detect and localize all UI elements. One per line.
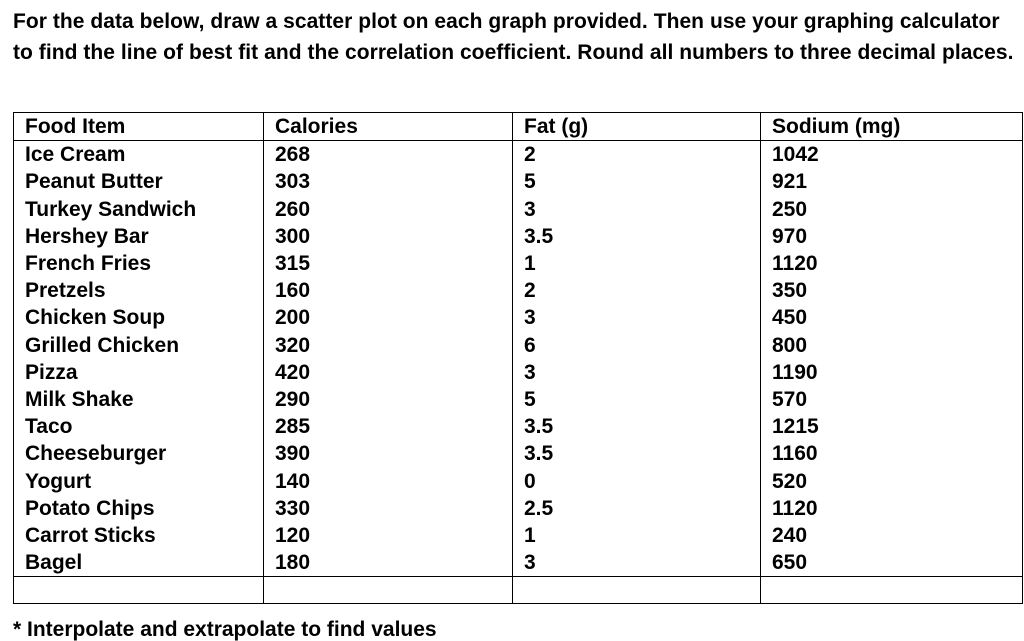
fat-cell: 3.5 xyxy=(513,440,761,467)
fat-cell: 3 xyxy=(513,304,761,331)
food-item-cell: Carrot Sticks xyxy=(14,522,264,549)
instructions-text: For the data below, draw a scatter plot on each graph provided. Then use your graphing calculator to find the line of best fit and the correlation coefficient. Round all numbers to three decimal places. xyxy=(13,10,1014,64)
column-header-food-item: Food Item xyxy=(14,113,264,141)
food-item-cell: Cheeseburger xyxy=(14,440,264,467)
food-item-cell: Taco xyxy=(14,413,264,440)
calories-cell: 140 xyxy=(264,467,513,494)
sodium-cell: 1190 xyxy=(761,359,1023,386)
calories-cell: 290 xyxy=(264,386,513,413)
table-row xyxy=(14,332,1023,359)
calories-cell: 300 xyxy=(264,223,513,250)
fat-cell: 3.5 xyxy=(513,413,761,440)
fat-cell: 5 xyxy=(513,386,761,413)
calories-cell: 285 xyxy=(264,413,513,440)
sodium-cell: 1042 xyxy=(761,141,1023,169)
fat-cell: 3.5 xyxy=(513,223,761,250)
sodium-cell: 1160 xyxy=(761,440,1023,467)
sodium-cell: 450 xyxy=(761,304,1023,331)
table-row xyxy=(14,223,1023,250)
food-item-cell: French Fries xyxy=(14,250,264,277)
fat-cell: 6 xyxy=(513,332,761,359)
table-body xyxy=(14,141,1023,604)
table-row xyxy=(14,495,1023,522)
sodium-cell: 650 xyxy=(761,549,1023,577)
food-item-cell: Pretzels xyxy=(14,277,264,304)
fat-cell: 0 xyxy=(513,467,761,494)
food-item-cell: Chicken Soup xyxy=(14,304,264,331)
food-item-cell: Yogurt xyxy=(14,467,264,494)
empty-cell xyxy=(513,577,761,604)
table-row xyxy=(14,440,1023,467)
table-row xyxy=(14,196,1023,223)
calories-cell: 303 xyxy=(264,168,513,195)
calories-cell: 180 xyxy=(264,549,513,577)
calories-cell: 390 xyxy=(264,440,513,467)
calories-cell: 268 xyxy=(264,141,513,169)
fat-cell: 3 xyxy=(513,196,761,223)
sodium-cell: 250 xyxy=(761,196,1023,223)
food-item-cell: Potato Chips xyxy=(14,495,264,522)
fat-cell: 2 xyxy=(513,141,761,169)
calories-cell: 330 xyxy=(264,495,513,522)
table-row xyxy=(14,467,1023,494)
table-row xyxy=(14,304,1023,331)
calories-cell: 120 xyxy=(264,522,513,549)
fat-cell: 1 xyxy=(513,522,761,549)
table-row xyxy=(14,522,1023,549)
food-item-cell: Grilled Chicken xyxy=(14,332,264,359)
sodium-cell: 1120 xyxy=(761,495,1023,522)
food-item-cell: Ice Cream xyxy=(14,141,264,169)
fat-cell: 3 xyxy=(513,359,761,386)
table-row xyxy=(14,386,1023,413)
sodium-cell: 570 xyxy=(761,386,1023,413)
footnote-cut-off xyxy=(13,618,813,641)
calories-cell: 315 xyxy=(264,250,513,277)
table-header-row xyxy=(14,113,1023,141)
table-row xyxy=(14,168,1023,195)
food-item-cell: Pizza xyxy=(14,359,264,386)
calories-cell: 420 xyxy=(264,359,513,386)
fat-cell: 5 xyxy=(513,168,761,195)
nutrition-table xyxy=(13,112,1023,604)
calories-cell: 160 xyxy=(264,277,513,304)
empty-cell xyxy=(14,577,264,604)
sodium-cell: 970 xyxy=(761,223,1023,250)
food-item-cell: Peanut Butter xyxy=(14,168,264,195)
column-header-calories: Calories xyxy=(264,113,513,141)
sodium-cell: 240 xyxy=(761,522,1023,549)
sodium-cell: 350 xyxy=(761,277,1023,304)
footnote-partial-text: * Interpolate and extrapolate to find values xyxy=(13,618,437,641)
food-item-cell: Milk Shake xyxy=(14,386,264,413)
table-row xyxy=(14,359,1023,386)
fat-cell: 1 xyxy=(513,250,761,277)
sodium-cell: 520 xyxy=(761,467,1023,494)
calories-cell: 260 xyxy=(264,196,513,223)
sodium-cell: 800 xyxy=(761,332,1023,359)
sodium-cell: 921 xyxy=(761,168,1023,195)
column-header-sodium: Sodium (mg) xyxy=(761,113,1023,141)
empty-cell xyxy=(761,577,1023,604)
food-item-cell: Hershey Bar xyxy=(14,223,264,250)
fat-cell: 2 xyxy=(513,277,761,304)
calories-cell: 320 xyxy=(264,332,513,359)
empty-cell xyxy=(264,577,513,604)
calories-cell: 200 xyxy=(264,304,513,331)
table-row xyxy=(14,250,1023,277)
table-row xyxy=(14,413,1023,440)
food-item-cell: Bagel xyxy=(14,549,264,577)
fat-cell: 3 xyxy=(513,549,761,577)
food-item-cell: Turkey Sandwich xyxy=(14,196,264,223)
table-row xyxy=(14,549,1023,577)
sodium-cell: 1120 xyxy=(761,250,1023,277)
fat-cell: 2.5 xyxy=(513,495,761,522)
sodium-cell: 1215 xyxy=(761,413,1023,440)
table-row xyxy=(14,277,1023,304)
column-header-fat: Fat (g) xyxy=(513,113,761,141)
empty-table-row xyxy=(14,577,1023,604)
table-row xyxy=(14,141,1023,169)
